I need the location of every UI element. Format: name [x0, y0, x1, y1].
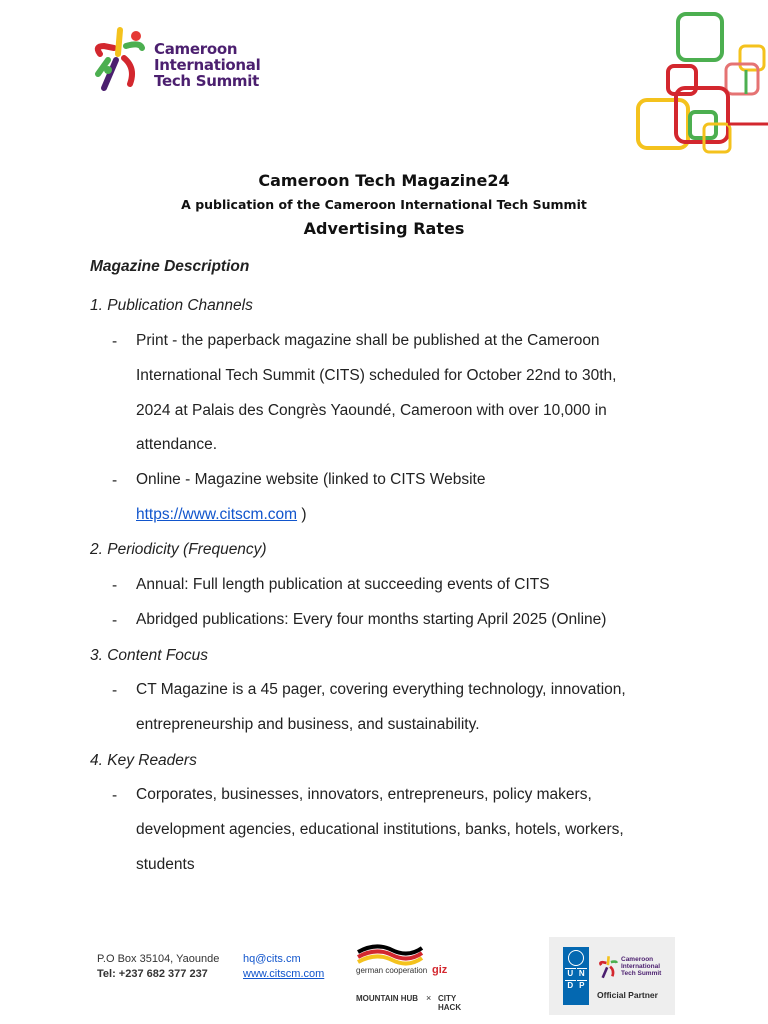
- undp-letter: U: [565, 968, 576, 979]
- text-line: Corporates, businesses, innovators, entrepreneurs, policy makers,: [136, 786, 592, 803]
- footer-contact-block: [243, 952, 324, 982]
- undp-letter: P: [577, 980, 588, 991]
- text-line: entrepreneurship and business, and sustainability.: [136, 715, 480, 733]
- advertising-rates-title: Advertising Rates: [303, 219, 465, 238]
- german-cooperation-logo: german cooperation: [356, 966, 428, 975]
- list-item-text: [136, 673, 696, 743]
- footer-website-link[interactable]: www.citscm.com: [243, 968, 325, 980]
- page-footer: [0, 930, 768, 1024]
- text-line-with-link: [136, 498, 696, 533]
- logo-line-1: Cameroon: [154, 40, 238, 58]
- magazine-description-heading: Magazine Description: [90, 258, 250, 275]
- text-line: Abridged publications: Every four months starting April 2025 (Online): [136, 611, 607, 628]
- cits-star-icon: [90, 24, 152, 94]
- mini-cits-wordmark: [621, 956, 661, 977]
- text-line: development agencies, educational institutions, banks, hotels, workers,: [136, 820, 624, 838]
- german-flag-wave-icon: [356, 942, 424, 966]
- text-line: International Tech Summit (CITS) scheduled for October 22nd to 30th,: [136, 366, 617, 384]
- logo-line-3: Tech Summit: [154, 72, 259, 90]
- footer-tel: Tel: +237 682 377 237: [97, 968, 208, 980]
- list-item-text: [136, 568, 696, 603]
- magazine-title: Cameroon Tech Magazine24: [258, 171, 510, 190]
- un-globe-icon: [568, 950, 584, 966]
- text-line: Online - Magazine website (linked to CITS Website: [136, 471, 486, 488]
- section-title-content-focus: 3. Content Focus: [90, 647, 209, 664]
- list-dash: -: [112, 612, 118, 629]
- text-line: 2024 at Palais des Congrès Yaoundé, Cameroon with over 10,000 in: [136, 401, 607, 419]
- closing-paren: ): [297, 505, 307, 523]
- undp-letter: D: [565, 980, 576, 991]
- text-line: students: [136, 855, 195, 873]
- city-hack-logo: CITY HACK: [438, 994, 462, 1012]
- list-item-text: [136, 463, 696, 533]
- list-item-text: [136, 603, 696, 638]
- list-item-text: [136, 778, 696, 882]
- list-item-text: [136, 324, 696, 463]
- decorative-squares-graphic: [630, 8, 768, 158]
- footer-email-link[interactable]: hq@cits.cm: [243, 953, 301, 965]
- magazine-subtitle: A publication of the Cameroon International Tech Summit: [181, 197, 587, 212]
- cits-star-icon: [597, 954, 621, 980]
- text-line: attendance.: [136, 436, 218, 454]
- partner-times-sign: ×: [426, 993, 432, 1003]
- list-dash: -: [112, 333, 118, 350]
- section-title-key-readers: 4. Key Readers: [90, 752, 197, 769]
- cits-logo: [90, 24, 290, 96]
- mountain-hub-logo: MOUNTAIN HUB: [356, 994, 419, 1003]
- list-dash: -: [112, 787, 118, 804]
- footer-address-block: [97, 952, 219, 982]
- footer-address: P.O Box 35104, Yaounde: [97, 953, 220, 965]
- text-line: Annual: Full length publication at succeeding events of CITS: [136, 576, 550, 593]
- section-title-publication-channels: 1. Publication Channels: [90, 297, 253, 314]
- undp-logo: [563, 947, 589, 1005]
- mini-brand-line: Tech Summit: [621, 970, 662, 977]
- partner-logos: [352, 936, 480, 1016]
- undp-letter: N: [577, 968, 588, 979]
- undp-official-partner-badge: [549, 937, 675, 1015]
- list-dash: -: [112, 472, 118, 489]
- official-partner-label: Official Partner: [597, 990, 658, 1000]
- list-dash: -: [112, 682, 118, 699]
- text-line: CT Magazine is a 45 pager, covering everything technology, innovation,: [136, 681, 626, 698]
- mini-brand-line: Cameroon: [621, 956, 654, 963]
- section-title-periodicity: 2. Periodicity (Frequency): [90, 541, 267, 558]
- mini-brand-line: International: [621, 963, 661, 970]
- cits-website-link[interactable]: https://www.citscm.com: [136, 505, 298, 523]
- logo-line-2: International: [154, 56, 261, 74]
- text-line: Print - the paperback magazine shall be published at the Cameroon: [136, 332, 600, 349]
- giz-logo: giz: [432, 964, 448, 976]
- logo-wordmark: [154, 41, 260, 89]
- list-dash: -: [112, 577, 118, 594]
